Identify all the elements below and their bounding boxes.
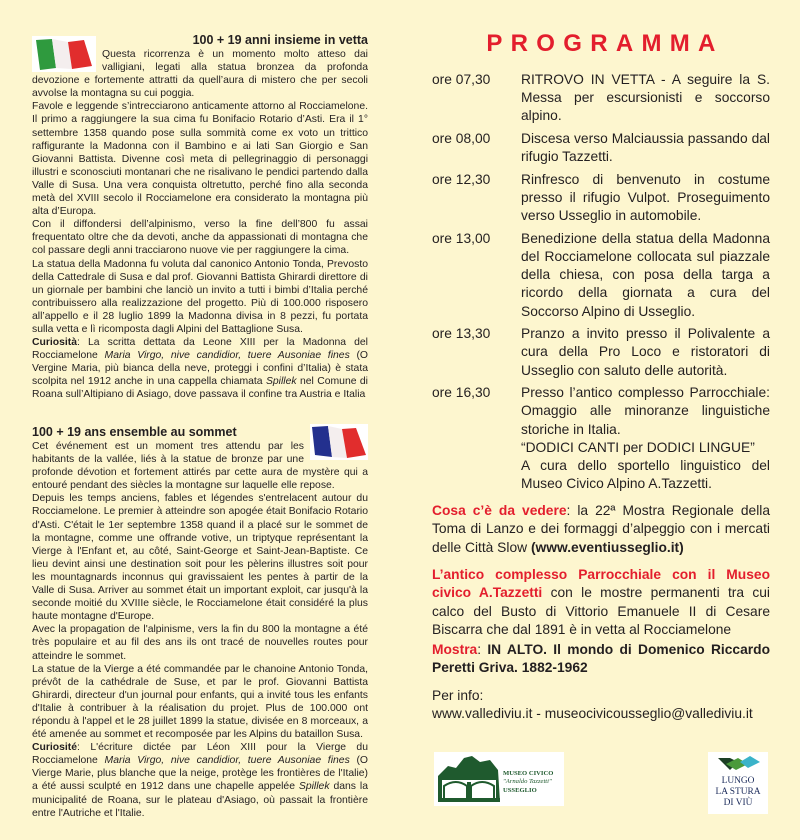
schedule-item xyxy=(432,325,770,380)
mostra-separator: : xyxy=(477,642,488,657)
latin-inscription: Maria Virgo, nive candidior, tuere Ausoniae fines xyxy=(104,755,350,767)
museo-civico-logo xyxy=(434,752,564,806)
museo-logo-line: MUSEO CIVICO xyxy=(503,770,554,777)
schedule-description: RITROVO IN VETTA - A seguire la S. Messa per escursionisti e soccorso alpino. xyxy=(521,72,770,124)
french-paragraph: Avec la propagation de l'alpinisme, vers la fin du 800 la montagne a été très populaire et au fil des ans ils ont tracé de nouvelles routes pour atteindre le sommet. xyxy=(32,624,368,662)
antico-complesso-note xyxy=(432,566,770,640)
french-section xyxy=(32,424,368,820)
french-curiosity xyxy=(32,741,368,820)
italian-title: 100 + 19 anni insieme in vetta xyxy=(192,33,368,47)
french-title: 100 + 19 ans ensemble au sommet xyxy=(32,425,237,439)
museo-logo-line: USSEGLIO xyxy=(503,786,537,794)
schedule-item xyxy=(432,71,770,126)
schedule-item xyxy=(432,171,770,226)
curiosity-text: nel Comune di Roana sull’Altipiano di Asiago, dove passava il confine tra Austria e Italia xyxy=(32,376,368,401)
curiosity-text: : L'écriture dictée par Léon XIII pour la Vierge du Rocciamelone xyxy=(32,742,368,767)
italian-paragraph: Questa ricorrenza è un momento molto atteso dai valligiani, legati alla statua bronzea da profonda devozione e fortemente attratti da quell’aura di mistero che per secoli avvolse la montagna su cui poggia. xyxy=(32,49,368,100)
italian-paragraph: La statua della Madonna fu voluta dal canonico Antonio Tonda, Prevosto della Cattedrale di Susa e dal prof. Giovanni Battista Ghirardi direttore di un giornale per bambini che lanciò un invito a tutti i bimbi d’Italia perché contribuissero alla realizzazione del progetto. Più di 100.000 risposero all’appello e il 28 luglio 1899 la Madonna divisa in 8 pezzi, fu portata sulla vetta e lì ricomposta dagli Alpini del Battaglione Susa. xyxy=(32,258,368,335)
french-flag-icon xyxy=(310,424,368,460)
schedule-description: Presso l’antico complesso Parrocchiale: Omaggio alle minoranze linguistiche storiche in Italia. xyxy=(521,385,770,437)
spillek-name: Spillek xyxy=(298,781,330,793)
museo-logo-text xyxy=(503,770,553,795)
lungo-logo-line: DI VIÙ xyxy=(723,798,753,808)
events-website-link[interactable]: (www.eventiusseglio.it) xyxy=(530,539,684,555)
cosa-vedere-note xyxy=(432,502,770,557)
museo-logo-line: "Arnaldo Tazzetti" xyxy=(503,778,552,786)
italian-curiosity xyxy=(32,336,368,401)
schedule-description: Pranzo a invito presso il Polivalente a cura della Pro Loco e ristoratori di Usseglio con saluto delle autorità. xyxy=(521,326,770,378)
contact-links[interactable]: www.vallediviu.it - museocivicousseglio@vallediviu.it xyxy=(432,706,753,722)
french-paragraph: La statue de la Vierge a été commandée par le chanoine Antonio Tonda, prévôt de la cathédrale de Suse, et par le prof. Giovanni Battista Ghirardi, directeur d'un journal pour enfants, qui a invité tous les enfants d'Italie à contribuer à la réalisation du projet. Plus de 100.000 ont répondu à l'appel et le 28 juillet 1899 la statue, divisée en 8 morceaux, a été amenée au sommet et recomposée par les Alpins du bataillon Susa. xyxy=(32,663,368,741)
schedule-item xyxy=(432,130,770,166)
schedule-time: ore 12,30 xyxy=(432,171,491,187)
schedule-time: ore 13,00 xyxy=(432,230,491,246)
curiosity-label: Curiosità xyxy=(32,337,78,349)
curiosity-text: (O Vierge Marie, plus blanche que la neige, protège les frontières de l'Italie) a été aussi sculpté en 1912 dans une chapelle appelée xyxy=(32,755,369,793)
curiosity-text: dans la municipalité de Roana, sur le plateau d'Asiago, où passait la frontière entre l'Autriche et l'Italie. xyxy=(32,781,368,819)
schedule-list xyxy=(432,71,770,498)
italian-paragraph: Favole e leggende s’intrecciarono anticamente attorno al Rocciamelone. Il primo a raggiungere la sua cima fu Bonifacio Rotario d’Asti. Era il 1° settembre 1358 quando pose sulla sommità come ex voto un trittico raffigurante la Madonna con il Bambino e ai lati San Giorgio e San Giovanni Battista. Divenne così meta di pellegrinaggio di personaggi illustri e sconosciuti montanari che ne risalivano le pendici partendo dalla Valle di Susa. Una vera conquista oltretutto, perché fino alla seconda metà del XVIII secolo il Rocciamelone era considerato la montagna più alta d’Europa. xyxy=(32,101,368,218)
curiosity-label: Curiosité xyxy=(32,742,78,754)
antico-complesso-text: con le mostre permanenti tra cui calco del Busto di Vittorio Emanuele II di Cesare Biscarra che dal 1891 è in vetta al Rocciamelone xyxy=(432,585,770,638)
schedule-time: ore 08,00 xyxy=(432,131,491,146)
schedule-time: ore 07,30 xyxy=(432,72,491,87)
schedule-item xyxy=(432,230,770,321)
spillek-name: Spillek xyxy=(265,376,297,388)
schedule-description: Rinfresco di benvenuto in costume presso il rifugio Vulpot. Proseguimento verso Usseglio in automobile. xyxy=(521,171,770,224)
lungo-stura-logo xyxy=(708,752,768,814)
italian-section xyxy=(32,32,368,402)
curiosity-text: : La scritta dettata da Leone XIII per la Madonna del Rocciamelone xyxy=(32,337,368,362)
schedule-description: Discesa verso Malciaussia passando dal rifugio Tazzetti. xyxy=(521,131,770,165)
schedule-description-block xyxy=(521,384,770,493)
cosa-vedere-text: : la 22ª Mostra Regionale della Toma di Lanzo e dei formaggi d’alpeggio con i mercati delle Città Slow xyxy=(432,503,770,555)
schedule-time: ore 13,30 xyxy=(432,326,491,342)
schedule-item xyxy=(432,384,770,493)
schedule-time: ore 16,30 xyxy=(432,385,491,401)
french-paragraph: Cet événement est un moment tres attendu par les habitants de la vallée, liés à la statue de bronze par une profonde dévotion et fortement attirés par cette aura de mystère qui a entouré pendant des siècles la montagne sur laquelle elle repose. xyxy=(32,441,368,492)
antico-complesso-label: L’antico complesso Parrocchiale con il Museo civico A.Tazzetti xyxy=(432,567,770,601)
contact-label: Per info: xyxy=(432,688,484,703)
lungo-logo-line: LA STURA xyxy=(715,787,761,797)
mostra-label: Mostra xyxy=(432,642,478,657)
french-paragraph: Depuis les temps anciens, fables et légendes s'entrelacent autour du Rocciamelone. Le premier à atteindre son apogée était Bonifacio Rotario d'Asti. C'était le 1er septembre 1358 quand il a placé sur le sommet de la montagne, comme une offrande votive, un triptyque représentant la Vierge à l'Enfant et, au côté, Saint-George et Saint-Jean-Baptiste. Ce lieu devint ainsi une destination soit pour les pèlerins illustres soit pour les mountagnards inconnus qui gravissaient les pentes à partir de la Valle di Susa. Arriver au sommet était un important exploit, car jusqu'à la seconde moitié du XVIIIe siècle, le Rocciamelone était considéré la plus haute montagne d'Europe. xyxy=(32,493,368,623)
contact-info xyxy=(432,687,770,724)
mostra-title: IN ALTO. Il mondo di Domenico Riccardo Peretti Griva. 1882-1962 xyxy=(432,642,770,676)
schedule-description: A cura dello sportello linguistico del Museo Civico Alpino A.Tazzetti. xyxy=(521,458,770,492)
lungo-logo-text xyxy=(708,776,768,809)
schedule-event-title: “DODICI CANTI per DODICI LINGUE” xyxy=(521,439,755,455)
latin-inscription: Maria Virgo, nive candidior, tuere Ausoniae fines xyxy=(104,350,350,362)
lungo-logo-line: LUNGO xyxy=(721,776,755,786)
programma-title: PROGRAMMA xyxy=(486,30,724,57)
italian-flag-icon xyxy=(32,36,96,72)
mountain-waves-icon xyxy=(708,752,768,776)
schedule-description: Benedizione della statua della Madonna del Rocciamelone collocata sul piazzale della chiesa, con posa della targa a ricordo della giornata a cura del Soccorso Alpino di Usseglio. xyxy=(521,230,770,319)
cosa-vedere-label: Cosa c’è da vedere xyxy=(432,503,567,518)
curiosity-text: (O Vergine Maria, più bianca della neve, proteggi i confini d’Italia) è stata scolpita nel 1912 anche in una cappella chiamata xyxy=(32,350,369,388)
italian-paragraph: Con il diffondersi dell’alpinismo, verso la fine dell’800 fu assai frequentato oltre che da devoti, anche da appassionati di montagna che col passare degli anni tracciarono nuove vie per raggiungere la cima. xyxy=(32,219,368,257)
mostra-note xyxy=(432,641,770,678)
